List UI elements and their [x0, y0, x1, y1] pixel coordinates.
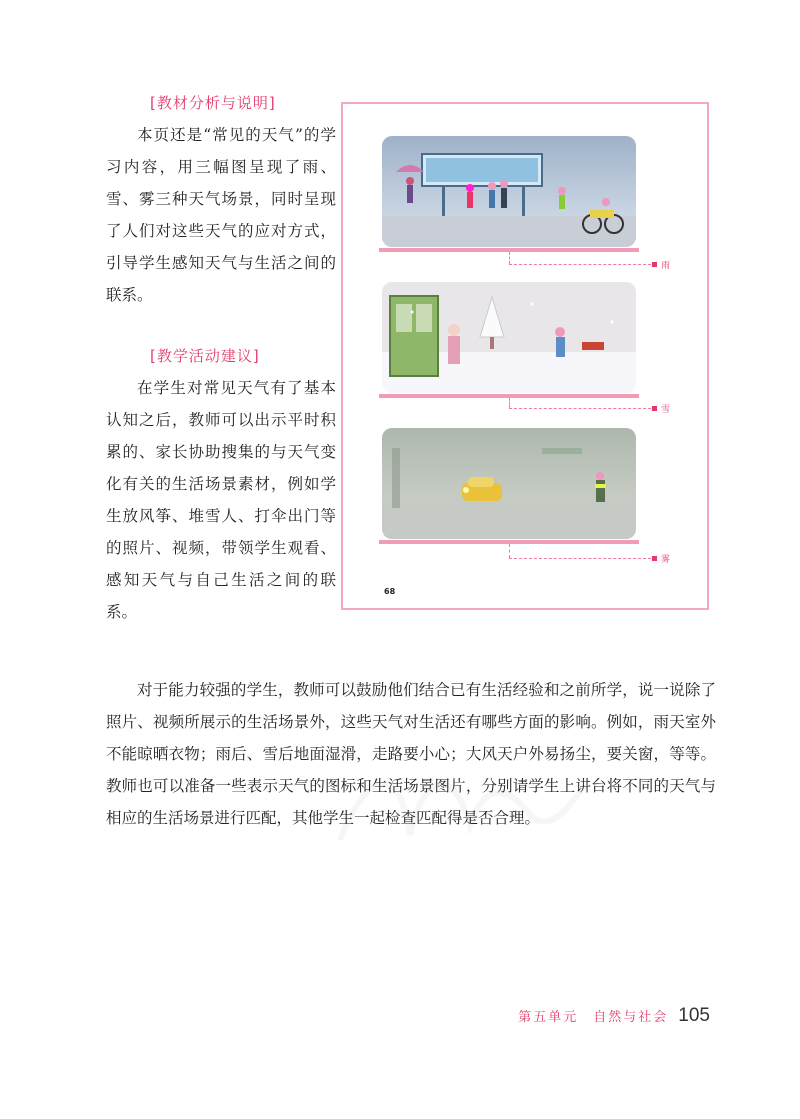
snow-label: 雪 — [661, 405, 671, 415]
fog-label: 雾 — [661, 555, 671, 565]
snow-label-marker — [652, 406, 657, 411]
body-text — [106, 674, 716, 834]
snow-leader-vertical — [509, 398, 510, 408]
section-heading-analysis: [教材分析与说明] — [150, 94, 276, 112]
page-footer — [518, 1005, 710, 1027]
left-column — [106, 92, 336, 628]
rain-label-marker — [652, 262, 657, 267]
rain-label: 雨 — [661, 261, 671, 271]
snow-scene-illustration — [382, 282, 636, 393]
fog-leader-line — [509, 558, 651, 559]
fog-scene-illustration — [382, 428, 636, 539]
rain-leader-line — [509, 264, 651, 265]
fog-label-marker — [652, 556, 657, 561]
body-paragraph: 对于能力较强的学生，教师可以鼓励他们结合已有生活经验和之前所学，说一说除了照片、视频所展示的生活场景外，这些天气对生活还有哪些方面的影响。例如，雨天室外不能晾晒衣物；雨后、雪后地面湿滑，走路要小心；大风天户外易扬尘，要关窗，等等。教师也可以准备一些表示天气的图标和生活场景图片，分别请学生上讲台将不同的天气与相应的生活场景进行匹配，其他学生一起检查匹配得是否合理。 — [106, 681, 716, 827]
section-heading-activity: [教学活动建议] — [150, 347, 260, 365]
page-number: 105 — [678, 1005, 710, 1026]
fog-leader-vertical — [509, 544, 510, 558]
rain-leader-vertical — [509, 252, 510, 264]
snow-leader-line — [509, 408, 651, 409]
analysis-text: 本页还是“常见的天气”的学习内容，用三幅图呈现了雨、雪、雾三种天气场景，同时呈现了人们对这些天气的应对方式，引导学生感知天气与生活之间的联系。 — [106, 126, 336, 304]
activity-text: 在学生对常见天气有了基本认知之后，教师可以出示平时积累的、家长协助搜集的与天气变化有关的生活场景素材，例如学生放风筝、堆雪人、打伞出门等的照片、视频，带领学生观看、感知天气与自己生活之间的联系。 — [106, 379, 336, 621]
unit-label: 第五单元 自然与社会 — [518, 1010, 669, 1025]
rain-scene-illustration — [382, 136, 636, 247]
inset-page-number: 68 — [384, 587, 396, 596]
textbook-page-inset — [341, 102, 709, 610]
